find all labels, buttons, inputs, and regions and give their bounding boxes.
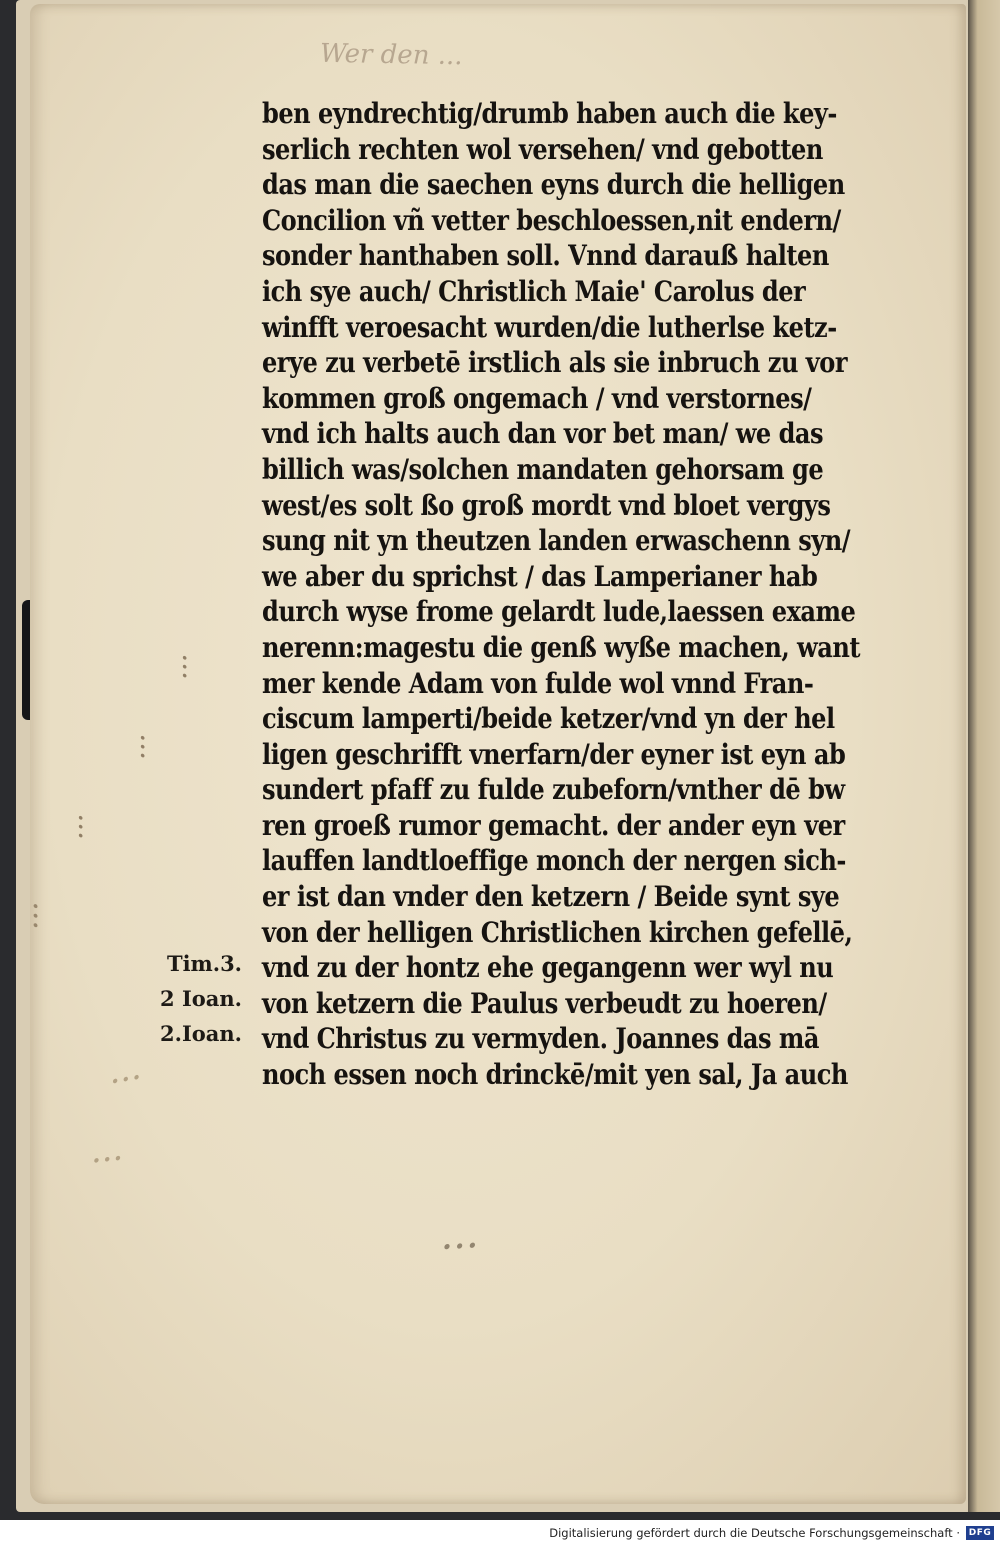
- text-line: ligen geschrifft vnerfarn/der eyner ist eyn ab: [262, 737, 846, 771]
- text-line: er ist dan vnder den ketzern / Beide synt sye: [262, 880, 840, 914]
- footer-text: Digitalisierung gefördert durch die Deutsche Forschungsgemeinschaft ·: [549, 1526, 960, 1540]
- text-line: winfft veroesacht wurden/die lutherlse ketz-: [262, 310, 837, 344]
- dfg-logo: DFG: [966, 1526, 994, 1540]
- text-line: erye zu verbetē irstlich als sie inbruch zu vor: [262, 346, 848, 380]
- marginal-reference: 2 Ioan.: [160, 986, 242, 1011]
- handwritten-note-margin: ...: [56, 813, 89, 840]
- text-line: mer kende Adam von fulde wol vnnd Fran-: [262, 666, 814, 700]
- text-line: vnd Christus zu vermyden. Joannes das mā: [262, 1022, 819, 1056]
- marginal-reference: Tim.3.: [166, 951, 242, 976]
- handwritten-note-margin: ...: [118, 733, 151, 760]
- footer-credit: [549, 1523, 994, 1543]
- text-line: Concilion vñ vetter beschloessen,nit endern/: [262, 203, 841, 237]
- text-line: sundert pfaff zu fulde zubeforn/vnther dē bw: [262, 773, 845, 807]
- facing-page-edge: [968, 0, 1000, 1512]
- text-line: von ketzern die Paulus verbeudt zu hoeren/: [262, 986, 827, 1020]
- text-line: billich was/solchen mandaten gehorsam ge: [262, 452, 824, 486]
- marginal-reference: 2.Ioan.: [160, 1021, 242, 1046]
- text-line: durch wyse frome gelardt lude,laessen exame: [262, 595, 856, 629]
- text-line: von der helligen Christlichen kirchen gefellē,: [262, 915, 853, 949]
- text-line: we aber du sprichst / das Lamperianer hab: [262, 559, 818, 593]
- text-line: lauffen landtloeffige monch der nergen sich-: [262, 844, 846, 878]
- text-line: ich sye auch/ Christlich Maie' Carolus der: [262, 274, 806, 308]
- handwritten-number: ...: [87, 1128, 125, 1172]
- handwritten-note-margin: ...: [10, 901, 45, 930]
- handwritten-note-margin: ...: [160, 653, 193, 680]
- text-line: west/es solt ßo groß mordt vnd bloet vergys: [262, 488, 831, 522]
- text-line: ben eyndrechtig/drumb haben auch die key-: [262, 97, 837, 130]
- text-line: vnd zu der hontz ehe gegangenn wer wyl nu: [262, 951, 834, 985]
- handwritten-note-top: Wer den ...: [319, 38, 463, 72]
- text-line: vnd ich halts auch dan vor bet man/ we das: [262, 417, 824, 451]
- text-line: ciscum lamperti/beide ketzer/vnd yn der hel: [262, 702, 835, 736]
- body-text: [262, 96, 902, 1093]
- text-line: kommen groß ongemach / vnd verstornes/: [262, 381, 812, 415]
- handwritten-note-bottom: ...: [438, 1211, 480, 1259]
- text-line: sonder hanthaben soll. Vnnd darauß halten: [262, 239, 829, 273]
- marginal-references: [132, 946, 242, 1051]
- text-line: nerenn:magestu die genß wyße machen, want: [262, 630, 860, 664]
- text-line: sung nit yn theutzen landen erwaschenn syn/: [262, 524, 851, 558]
- handwritten-number: ...: [104, 1047, 144, 1093]
- text-line: das man die saechen eyns durch die helligen: [262, 168, 845, 202]
- text-line: ren groeß rumor gemacht. der ander eyn ver: [262, 808, 845, 842]
- text-line: noch essen noch drinckē/mit yen sal, Ja auch: [262, 1058, 848, 1092]
- text-line: serlich rechten wol versehen/ vnd gebotten: [262, 132, 823, 166]
